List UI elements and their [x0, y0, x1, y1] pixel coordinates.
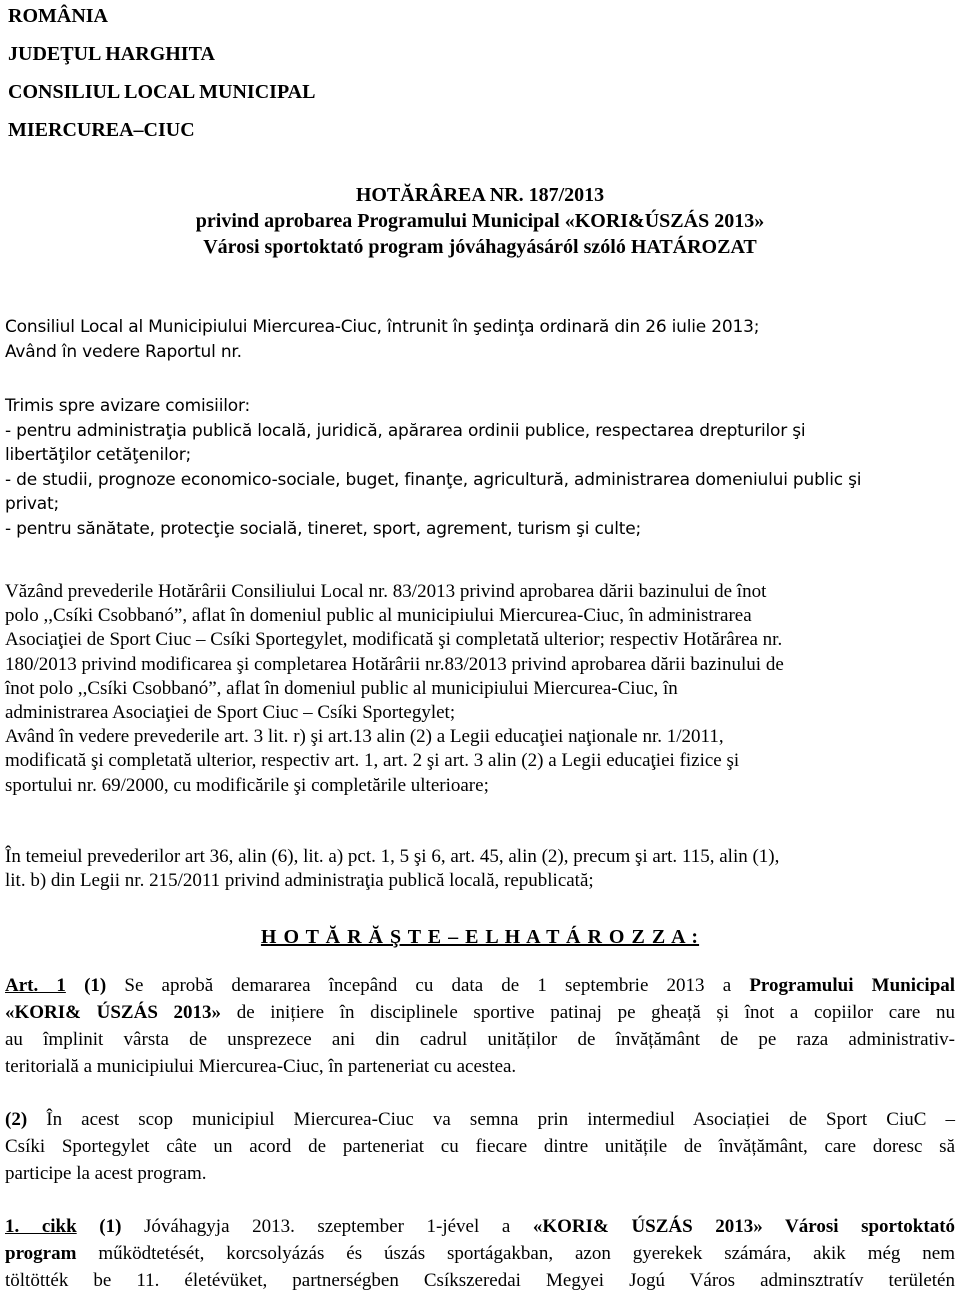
commission-item: - pentru sănătate, protecţie socială, tineret, sport, agrement, turism şi culte; [5, 518, 641, 539]
header-country: ROMÂNIA [8, 5, 108, 27]
article-1 [5, 972, 955, 1080]
header-city: MIERCUREA–CIUC [8, 119, 195, 141]
article-1-2-line: participe la acest program. [5, 1163, 207, 1184]
cikk-1-line [5, 1240, 955, 1267]
commission-item: libertăţilor cetăţenilor; [5, 445, 192, 465]
considering-line: Asociaţiei de Sport Ciuc – Csíki Sportegylet, modificată şi completată ulterior; respectiv Hotărârea nr. [5, 629, 783, 651]
intro-line: Având în vedere Raportul nr. [5, 341, 242, 362]
article-text: Jóváhagyja 2013. szeptember 1-jével a [144, 1216, 511, 1237]
intro-line: Consiliul Local al Municipiului Miercurea-Ciuc, întrunit în şedinţa ordinară din 26 iulie 2013; [5, 317, 760, 337]
cikk-1-line [5, 1213, 955, 1240]
commission-item: - pentru administraţia publică locală, juridică, apărarea ordinii publice, respectarea drepturilor şi [5, 420, 806, 441]
commissions-section [5, 394, 955, 541]
program-name: «KORI& ÚSZÁS 2013» [5, 1002, 222, 1023]
cikk-1-line: töltötték be 11. életévüket, partnerségben Csíkszeredai Megyei Jogú Város adminsztratív területén [5, 1270, 955, 1291]
article-1-line [5, 999, 955, 1026]
article-text: működtetését, korcsolyázás és úszás sportágakban, azon gyerekek számára, akik még nem [98, 1243, 956, 1264]
legal-basis-line: lit. b) din Legii nr. 215/2011 privind administraţia publică locală, republicată; [5, 870, 594, 892]
considering-line: sportului nr. 69/2000, cu modificările şi completările ulterioare; [5, 774, 489, 796]
header-county: JUDEŢUL HARGHITA [8, 43, 215, 65]
article-1-2-line: Csíki Sportegylet câte un acord de parteneriat cu fiecare dintre unitățile de învățământ, care doresc să [5, 1136, 955, 1157]
legal-basis-section [5, 845, 955, 893]
considering-line: Văzând prevederile Hotărârii Consiliului Local nr. 83/2013 privind aprobarea dării bazinului de înot [5, 581, 767, 602]
cikk-1 [5, 1213, 955, 1294]
decides-heading: H O T Ă R Ă Ş T E – E L H A T Á R O Z Z A : [260, 926, 700, 948]
article-label: Art. 1 [5, 975, 66, 996]
article-text: În acest scop municipiul Miercurea-Ciuc va semna prin intermediul Asociației de Sport CiuC – [46, 1109, 955, 1130]
legal-basis-line: În temeiul prevederilor art 36, alin (6), lit. a) pct. 1, 5 şi 6, art. 45, alin (2), precum şi art. 115, alin (1), [5, 846, 780, 867]
considering-line: polo ,,Csíki Csobbanó”, aflat în domeniul public al municipiului Miercurea-Ciuc, în administrarea [5, 605, 752, 627]
program-name: Programului Municipal [749, 975, 956, 996]
article-text: de inițiere în disciplinele sportive patinaj pe gheață și înot a copiilor care nu [236, 1002, 956, 1023]
paragraph-number: (2) [5, 1109, 28, 1130]
considering-line: administrarea Asociaţiei de Sport Ciuc – Csíki Sportegylet; [5, 702, 456, 724]
article-text: Se aprobă demararea începând cu data de 1 septembrie 2013 a [124, 975, 732, 996]
article-1-paragraph-2 [5, 1106, 955, 1187]
decision-subtitle-hu: Városi sportoktató program jóváhagyásáról szóló HATÁROZAT [203, 236, 757, 258]
intro-section [5, 315, 955, 364]
article-1-line [5, 972, 955, 999]
considering-line: înot polo ,,Csíki Csobbanó”, aflat în domeniul public al municipiului Miercurea-Ciuc, în [5, 677, 678, 699]
article-1-2-line [5, 1106, 955, 1133]
commission-item: - de studii, prognoze economico-sociale, buget, finanţe, agricultură, administrarea domeniului public şi [5, 469, 862, 490]
program-name: program [5, 1243, 77, 1264]
paragraph-number: (1) [99, 1216, 122, 1237]
decision-title: HOTĂRÂREA NR. 187/2013 [355, 184, 605, 206]
decision-subtitle: privind aprobarea Programului Municipal «KORI&ÚSZÁS 2013» [195, 210, 765, 232]
program-name: «KORI& ÚSZÁS 2013» Városi sportoktató [532, 1216, 956, 1237]
considering-line: modificată şi completată ulterior, respectiv art. 1, art. 2 şi art. 3 alin (2) a Legii educaţiei fizice şi [5, 750, 740, 772]
paragraph-number: (1) [84, 975, 107, 996]
considering-section [5, 580, 955, 798]
commission-item: privat; [5, 494, 59, 514]
considering-line: Având în vedere prevederile art. 3 lit. r) şi art.13 alin (2) a Legii educaţiei naţionale nr. 1/2011, [5, 726, 724, 748]
commissions-heading: Trimis spre avizare comisiilor: [5, 396, 250, 416]
article-1-line: teritorială a municipiului Miercurea-Ciuc, în parteneriat cu acestea. [5, 1056, 517, 1077]
article-label: 1. cikk [5, 1216, 77, 1237]
considering-line: 180/2013 privind modificarea şi completarea Hotărârii nr.83/2013 privind aprobarea dării bazinului de [5, 653, 784, 675]
article-1-line: au împlinit vârsta de unsprezece ani din cadrul unităților de învățământ de pe raza administrativ- [5, 1029, 955, 1050]
header-council: CONSILIUL LOCAL MUNICIPAL [8, 81, 316, 103]
